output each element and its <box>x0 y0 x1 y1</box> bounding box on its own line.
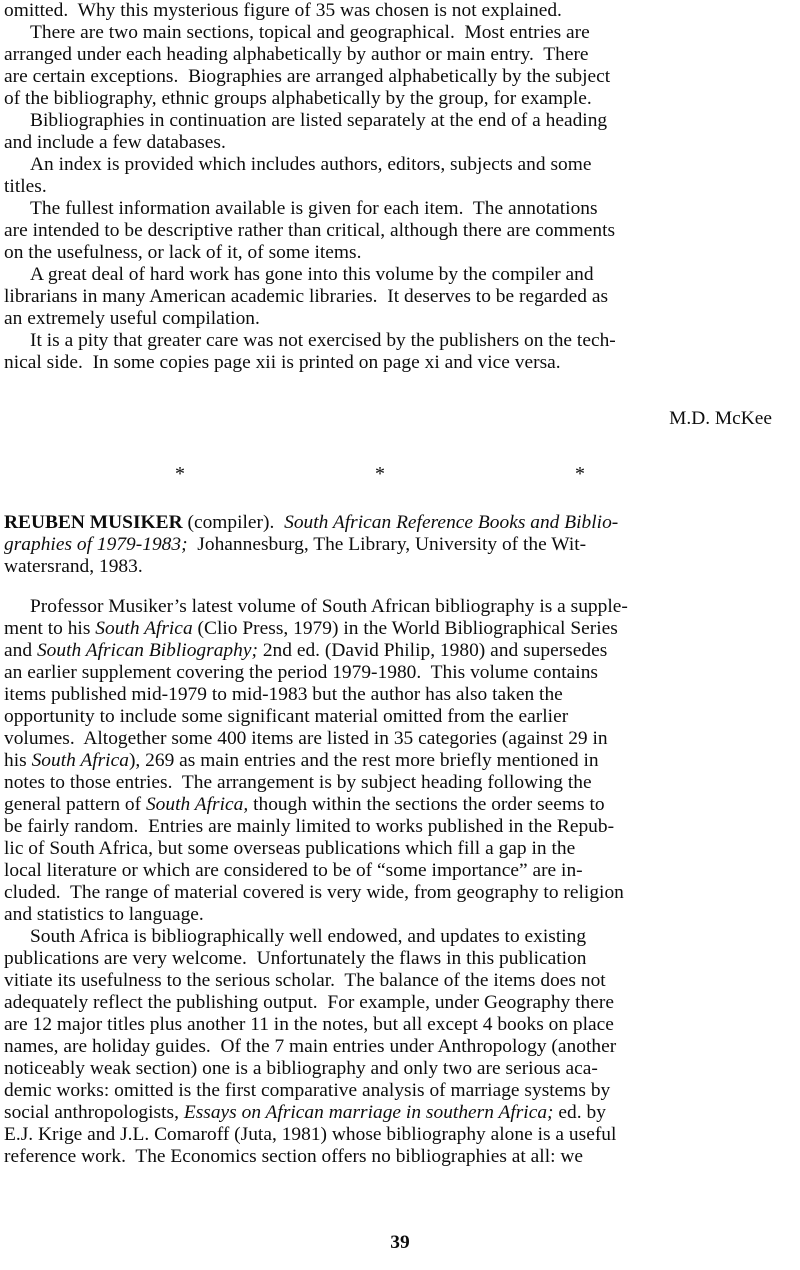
plain-text: on the usefulness, or lack of it, of some items. <box>4 242 362 263</box>
text-line <box>4 132 778 154</box>
plain-text: and <box>4 640 37 661</box>
plain-text: omitted. Why this mysterious figure of 35 was chosen is not explained. <box>4 0 562 21</box>
plain-text: 2nd ed. (David Philip, 1980) and supersedes <box>257 640 608 661</box>
plain-text: demic works: omitted is the first comparative analysis of marriage systems by <box>4 1080 611 1101</box>
plain-text: nical side. In some copies page xii is printed on page xi and vice versa. <box>4 352 561 373</box>
plain-text: vitiate its usefulness to the serious scholar. The balance of the items does not <box>4 970 606 991</box>
asterisk-icon-1: * <box>175 463 185 485</box>
plain-text: There are two main sections, topical and geographical. Most entries are <box>30 22 590 43</box>
text-line <box>4 1036 778 1058</box>
plain-text: names, are holiday guides. Of the 7 main entries under Anthropology (another <box>4 1036 617 1057</box>
plain-text: items published mid-1979 to mid-1983 but the author has also taken the <box>4 684 563 705</box>
italic-title: South Africa, <box>145 794 249 815</box>
italic-title: South Africa <box>31 750 129 771</box>
plain-text: be fairly random. Entries are mainly limited to works published in the Repub- <box>4 816 615 837</box>
asterisk-icon-2: * <box>375 463 385 485</box>
italic-title: graphies of 1979-1983; <box>4 534 188 555</box>
plain-text: Bibliographies in continuation are listed separately at the end of a heading <box>30 110 608 131</box>
italic-title: South African Bibliography; <box>36 640 258 661</box>
review-continuation-lines <box>4 0 778 374</box>
bold-text: REUBEN MUSIKER <box>4 512 183 533</box>
plain-text: general pattern of <box>4 794 146 815</box>
plain-text: A great deal of hard work has gone into this volume by the compiler and <box>30 264 594 285</box>
text-line <box>4 816 778 838</box>
text-line <box>4 706 778 728</box>
plain-text: librarians in many American academic libraries. It deserves to be regarded as <box>4 286 609 307</box>
text-line <box>4 220 778 242</box>
review-body-text <box>4 596 778 1168</box>
text-line <box>4 1014 778 1036</box>
text-line <box>4 110 778 132</box>
text-line <box>4 242 778 264</box>
plain-text: an earlier supplement covering the period 1979-1980. This volume contains <box>4 662 599 683</box>
text-line <box>4 970 778 992</box>
text-line <box>4 926 778 948</box>
plain-text: (Clio Press, 1979) in the World Bibliographical Series <box>192 618 618 639</box>
text-line <box>4 308 778 330</box>
text-line <box>4 176 778 198</box>
text-line <box>4 0 778 22</box>
plain-text: noticeably weak section) one is a bibliography and only two are serious aca- <box>4 1058 598 1079</box>
text-line <box>4 330 778 352</box>
text-line <box>4 992 778 1014</box>
plain-text: adequately reflect the publishing output. For example, under Geography there <box>4 992 614 1013</box>
bibliographic-heading <box>4 512 778 578</box>
plain-text: his <box>4 750 32 771</box>
text-line <box>4 904 778 926</box>
plain-text: volumes. Altogether some 400 items are listed in 35 categories (against 29 in <box>4 728 608 749</box>
plain-text: local literature or which are considered to be of “some importance” are in- <box>4 860 583 881</box>
text-line <box>4 154 778 176</box>
plain-text: An index is provided which includes authors, editors, subjects and some <box>30 154 592 175</box>
text-line <box>4 684 778 706</box>
text-line <box>4 662 778 684</box>
text-line <box>4 728 778 750</box>
plain-text: reference work. The Economics section offers no bibliographies at all: we <box>4 1146 584 1167</box>
plain-text: opportunity to include some significant material omitted from the earlier <box>4 706 569 727</box>
plain-text: titles. <box>4 176 47 197</box>
plain-text: The fullest information available is given for each item. The annotations <box>30 198 598 219</box>
page-number: 39 <box>390 1232 410 1253</box>
plain-text: ment to his <box>4 618 96 639</box>
plain-text: E.J. Krige and J.L. Comaroff (Juta, 1981) whose bibliography alone is a useful <box>4 1124 617 1145</box>
text-line <box>4 352 778 374</box>
plain-text: ed. by <box>553 1102 606 1123</box>
bibliographic-heading-lines <box>4 512 778 578</box>
text-line <box>4 556 778 578</box>
plain-text: and include a few databases. <box>4 132 226 153</box>
text-line <box>4 860 778 882</box>
review-continuation-text <box>4 0 778 374</box>
plain-text: notes to those entries. The arrangement is by subject heading following the <box>4 772 592 793</box>
text-line <box>4 1146 778 1168</box>
text-line <box>4 640 778 662</box>
text-line <box>4 264 778 286</box>
text-line <box>4 1124 778 1146</box>
text-line <box>4 1058 778 1080</box>
text-line <box>4 286 778 308</box>
text-line <box>4 794 778 816</box>
text-line <box>4 618 778 640</box>
asterisk-icon-3: * <box>575 463 585 485</box>
text-line <box>4 512 778 534</box>
reviewer-byline: M.D. McKee <box>669 408 772 429</box>
plain-text: Professor Musiker’s latest volume of South African bibliography is a supple- <box>30 596 628 617</box>
text-line <box>4 1080 778 1102</box>
text-line <box>4 88 778 110</box>
plain-text: arranged under each heading alphabetically by author or main entry. There <box>4 44 589 65</box>
review-body-lines <box>4 596 778 1168</box>
text-line <box>4 772 778 794</box>
text-line <box>4 948 778 970</box>
plain-text: watersrand, 1983. <box>4 556 143 577</box>
plain-text: South Africa is bibliographically well endowed, and updates to existing <box>30 926 587 947</box>
plain-text: and statistics to language. <box>4 904 204 925</box>
plain-text: publications are very welcome. Unfortunately the flaws in this publication <box>4 948 587 969</box>
plain-text: are certain exceptions. Biographies are arranged alphabetically by the subject <box>4 66 611 87</box>
italic-title: South African Reference Books and Biblio- <box>284 512 619 533</box>
text-line <box>4 1102 778 1124</box>
plain-text: ), 269 as main entries and the rest more briefly mentioned in <box>128 750 599 771</box>
plain-text: cluded. The range of material covered is very wide, from geography to religion <box>4 882 624 903</box>
text-line <box>4 596 778 618</box>
plain-text: an extremely useful compilation. <box>4 308 260 329</box>
plain-text: are intended to be descriptive rather than critical, although there are comments <box>4 220 616 241</box>
text-line <box>4 198 778 220</box>
section-separator <box>0 462 800 486</box>
plain-text: though within the sections the order seems to <box>248 794 605 815</box>
italic-title: South Africa <box>95 618 193 639</box>
text-line <box>4 534 778 556</box>
text-line <box>4 750 778 772</box>
text-line <box>4 22 778 44</box>
plain-text: It is a pity that greater care was not exercised by the publishers on the tech- <box>30 330 616 351</box>
italic-title: Essays on African marriage in southern Africa; <box>183 1102 554 1123</box>
text-line <box>4 66 778 88</box>
plain-text: lic of South Africa, but some overseas publications which fill a gap in the <box>4 838 576 859</box>
text-line <box>4 882 778 904</box>
plain-text: are 12 major titles plus another 11 in the notes, but all except 4 books on place <box>4 1014 614 1035</box>
text-line <box>4 44 778 66</box>
plain-text: of the bibliography, ethnic groups alphabetically by the group, for example. <box>4 88 592 109</box>
plain-text: (compiler). <box>182 512 285 533</box>
plain-text: social anthropologists, <box>4 1102 184 1123</box>
plain-text: Johannesburg, The Library, University of the Wit- <box>187 534 587 555</box>
text-line <box>4 838 778 860</box>
